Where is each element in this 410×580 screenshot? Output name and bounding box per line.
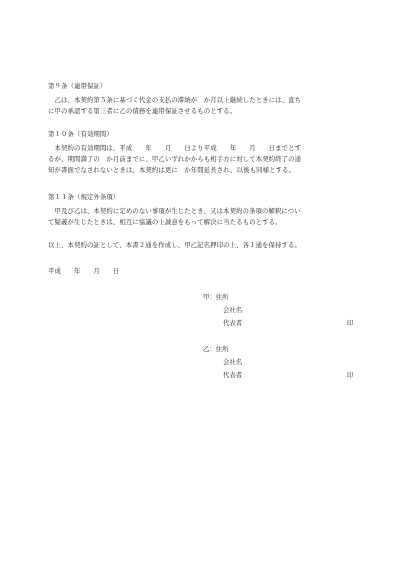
article11-line2: て疑義が生じたときは、相互に協議の上誠意をもって解決に当たるものとする。 (48, 218, 282, 226)
party-a-address-label: 甲：住所 (203, 293, 229, 301)
closing-statement: 以上、本契約の証として、本書２通を作成し、甲乙記名押印の上、各１通を保持する。 (48, 241, 302, 249)
article10-heading: 第１０条（有効期間） (48, 130, 113, 138)
article11-heading: 第１１条（規定外条項） (48, 193, 120, 201)
article9-heading: 第９条（連帯保証） (48, 82, 107, 90)
party-a-seal-mark: 印 (347, 319, 354, 327)
party-a-company-label: 会社名 (223, 306, 243, 314)
article11-line1: 甲及び乙は、本契約に定めのない事項が生じたとき、又は本契約の条項の解釈につい (48, 207, 301, 215)
party-b-company-label: 会社名 (223, 358, 243, 366)
party-b-address-label: 乙：住所 (203, 345, 229, 353)
article10-line1: 本契約の有効期間は、平成 年 月 日より平成 年 月 日までとす (48, 144, 302, 152)
party-a-representative-label: 代表者 (223, 319, 243, 327)
article10-line2: るが、期間満了の か月前までに、甲乙いずれかからも相手方に対して本契約終了の通 (48, 155, 302, 163)
article9-line1: 乙は、本契約第５条に基づく代金の支払の滞納が か月以上継続したときには、直ち (48, 96, 302, 104)
party-b-seal-mark: 印 (347, 371, 354, 379)
date-line: 平成 年 月 日 (48, 267, 120, 275)
article10-line3: 知が書面でなされないときは、本契約は更に か年間延長され、以後も同様とする。 (48, 166, 296, 174)
article9-line2: に甲の承認する第三者に乙の債務を連帯保証させるものとする。 (48, 107, 237, 115)
party-b-representative-label: 代表者 (223, 371, 243, 379)
